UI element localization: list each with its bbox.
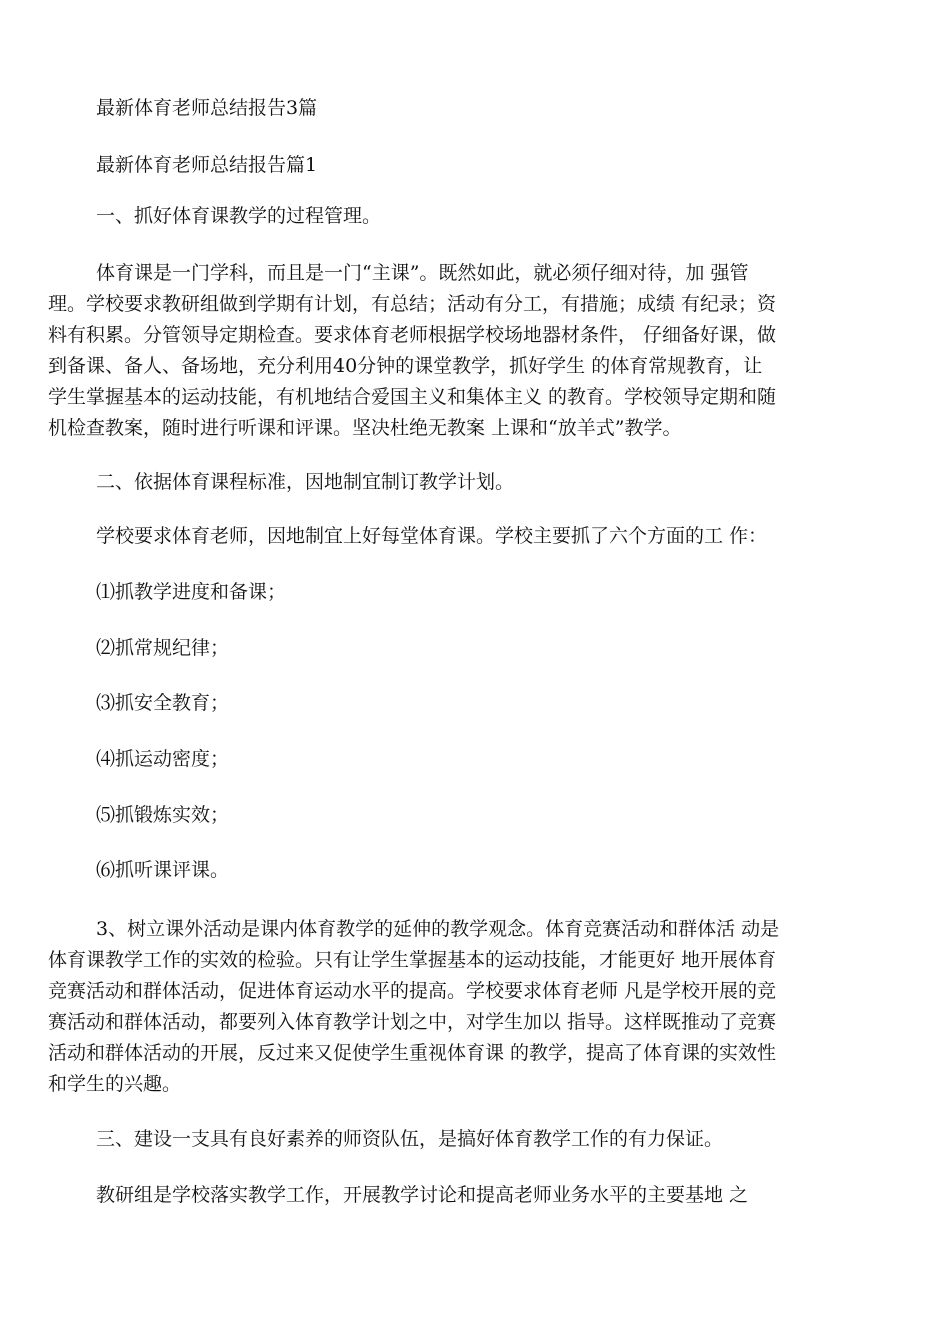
list-item: ⑸抓锻炼实效；	[96, 804, 230, 826]
heading-3: 三、建设一支具有良好素养的师资队伍，是搞好体育教学工作的有力保证。	[96, 1128, 724, 1150]
paragraph-1-line: 学生掌握基本的运动技能，有机地结合爱国主义和集体主义 的教育。学校领导定期和随	[48, 386, 777, 408]
list-item: ⑵抓常规纪律；	[96, 637, 230, 659]
paragraph-1-line: 理。学校要求教研组做到学期有计划，有总结；活动有分工，有措施；成绩 有纪录；资	[48, 293, 777, 315]
paragraph-4: 教研组是学校落实教学工作，开展教学讨论和提高老师业务水平的主要基地 之	[96, 1184, 749, 1206]
paragraph-3-line: 赛活动和群体活动，都要列入体育教学计划之中，对学生加以 指导。这样既推动了竞赛	[48, 1011, 777, 1033]
paragraph-1-line: 料有积累。分管领导定期检查。要求体育老师根据学校场地器材条件， 仔细备好课，做	[48, 324, 777, 346]
paragraph-3-line: 和学生的兴趣。	[48, 1073, 182, 1095]
paragraph-3-line: 3、树立课外活动是课内体育教学的延伸的教学观念。体育竞赛活动和群体活 动是	[96, 918, 780, 940]
section-title: 最新体育老师总结报告篇1	[96, 154, 318, 176]
paragraph-3-line: 活动和群体活动的开展，反过来又促使学生重视体育课 的教学，提高了体育课的实效性	[48, 1042, 777, 1064]
paragraph-3	[48, 914, 914, 1100]
paragraph-2: 学校要求体育老师，因地制宜上好每堂体育课。学校主要抓了六个方面的工 作：	[96, 525, 768, 547]
paragraph-1-line: 到备课、备人、备场地，充分利用40分钟的课堂教学，抓好学生 的体育常规教育，让	[48, 355, 763, 377]
list-item: ⑴抓教学进度和备课；	[96, 581, 287, 603]
list-item: ⑶抓安全教育；	[96, 692, 230, 714]
list-item: ⑷抓运动密度；	[96, 748, 230, 770]
heading-2: 二、依据体育课程标准，因地制宜制订教学计划。	[96, 471, 515, 493]
document-title: 最新体育老师总结报告3篇	[96, 97, 318, 119]
paragraph-1-line: 体育课是一门学科，而且是一门“主课”。既然如此，就必须仔细对待，加 强管	[96, 262, 749, 284]
paragraph-3-line: 体育课教学工作的实效的检验。只有让学生掌握基本的运动技能，才能更好 地开展体育	[48, 949, 777, 971]
paragraph-3-line: 竞赛活动和群体活动，促进体育运动水平的提高。学校要求体育老师 凡是学校开展的竞	[48, 980, 777, 1002]
paragraph-1-line: 机检查教案，随时进行听课和评课。坚决杜绝无教案 上课和“放羊式”教学。	[48, 417, 682, 439]
heading-1: 一、抓好体育课教学的过程管理。	[96, 205, 382, 227]
paragraph-1	[48, 258, 914, 444]
list-item: ⑹抓听课评课。	[96, 859, 230, 881]
